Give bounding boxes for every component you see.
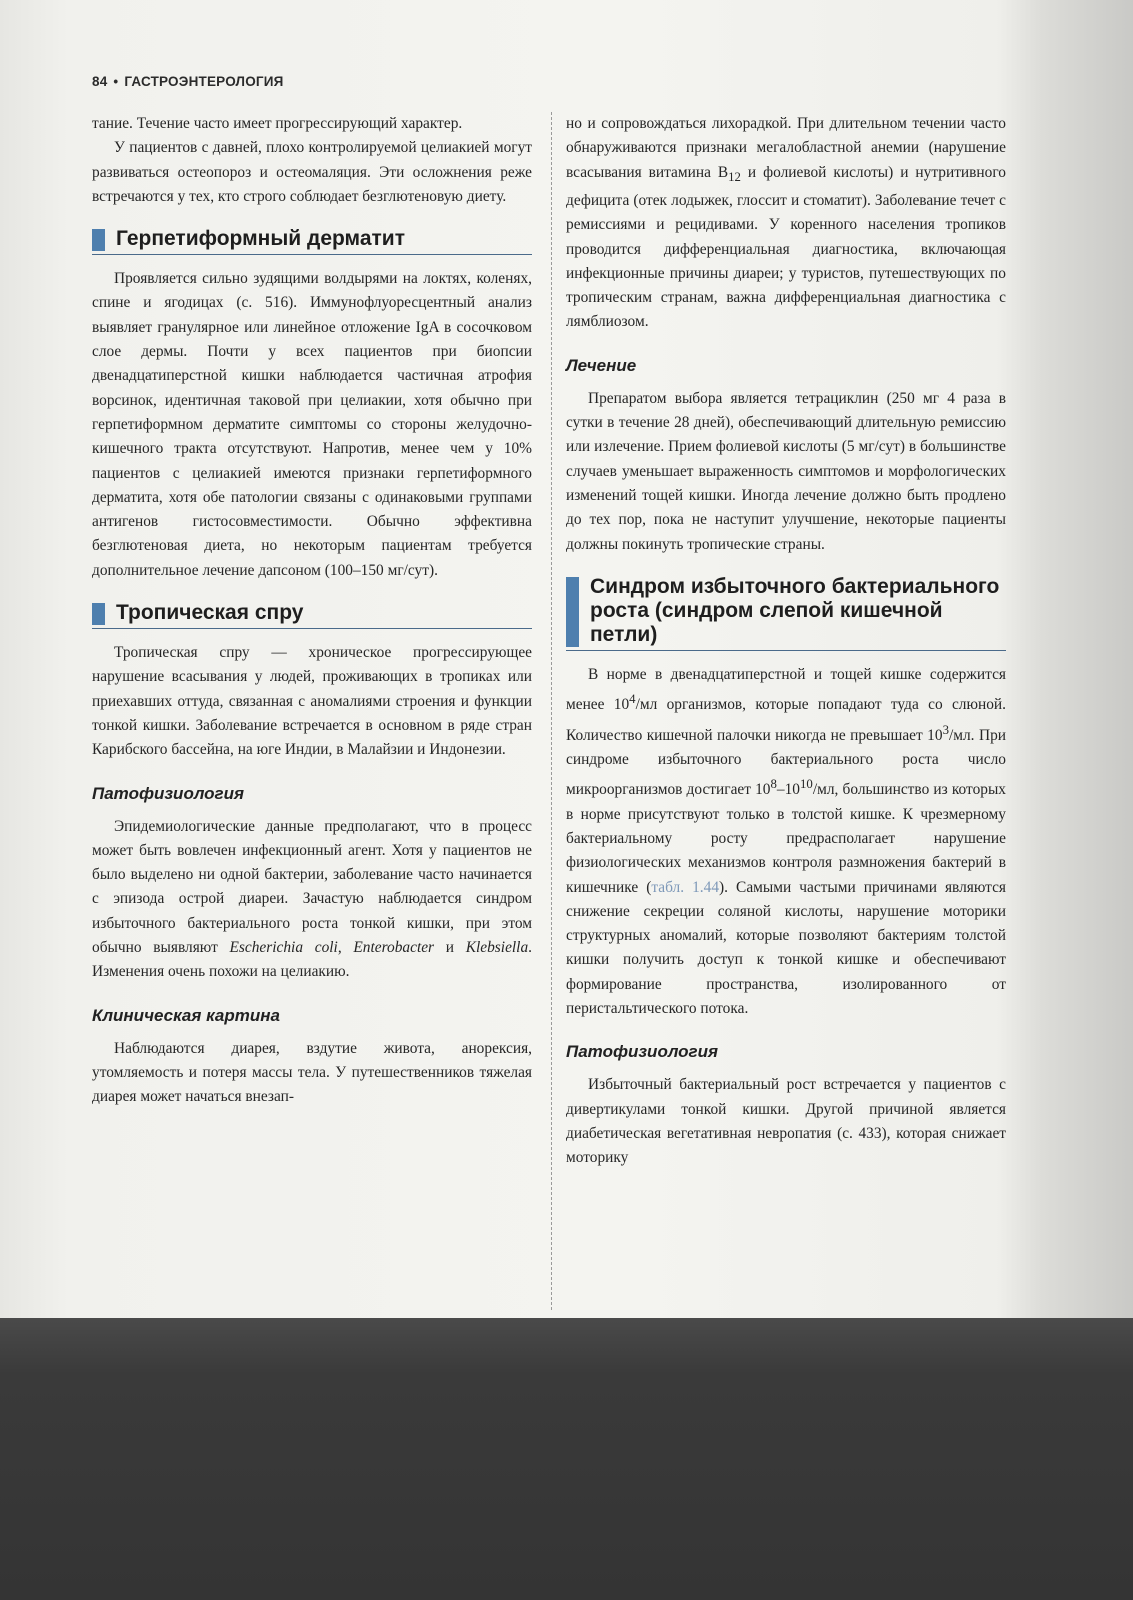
table-reference-link[interactable]: табл. 1.44 bbox=[651, 878, 720, 896]
right-column bbox=[566, 112, 1006, 1171]
text-run: –10 bbox=[776, 781, 800, 799]
text-run: но и сопровождаться лихорадкой. При длительном течении часто обнаруживаются признаки мегалобластной анемии (нарушение всасывания витамина B bbox=[566, 115, 1006, 181]
text-run: и bbox=[434, 939, 466, 957]
heading-text: Герпетиформный дерматит bbox=[116, 227, 405, 251]
organism-name: Klebsiella bbox=[465, 939, 529, 957]
text-run: /мл организмов, которые попадают туда со слюной. Количество кишечной палочки никогда не превышает 10 bbox=[566, 696, 1006, 744]
text-run: . Изменения очень похожи на целиакию. bbox=[92, 939, 533, 981]
paragraph: тание. Течение часто имеет прогрессирующий характер. bbox=[92, 115, 463, 132]
text-run: Эпидемиологические данные предполагают, что в процесс может быть вовлечен инфекционный агент. Хотя у пациентов не было выделено ни одной бактерии, заболевание часто начинается с эпизода острой диареи. Зачастую наблюдается синдром избыточного бактериального роста тонкой кишки, при этом обычно выявляют bbox=[92, 817, 532, 957]
text-run: ). Самыми частыми причинами являются снижение секреции соляной кислоты, нарушение моторики структурных аномалий, которые позволяют бактериям толстой кишки получить доступ к тонкой кишке и обеспечивают формирование пространства, изолированного от перистальтического потока. bbox=[566, 878, 1006, 1018]
page-number: 84 bbox=[92, 74, 108, 89]
subheading-pathophysiology: Патофизиология bbox=[92, 783, 245, 803]
subheading-treatment: Лечение bbox=[566, 355, 637, 375]
chapter-title: ГАСТРОЭНТЕРОЛОГИЯ bbox=[124, 74, 284, 89]
heading-text: Синдром избыточного бактериального роста (синдром слепой кишечной петли) bbox=[590, 574, 1000, 646]
organism-name: Enterobacter bbox=[353, 939, 435, 957]
paragraph: Препаратом выбора является тетрациклин (250 мг 4 раза в сутки в течение 28 дней), обеспечивающий длительную ремиссию или излечение. Прием фолиевой кислоты (5 мг/сут) в большинстве случаев уменьшает выраженность симптомов и морфологических изменений тощей кишки. Иногда лечение должно быть продлено до тех пор, пока не наступит улучшение, некоторые пациенты должны покинуть тропические страны. bbox=[566, 389, 1006, 553]
section-heading-sibo bbox=[566, 575, 1006, 651]
text-run: , bbox=[337, 939, 354, 957]
superscript: 10 bbox=[800, 777, 813, 792]
column-divider bbox=[551, 112, 552, 1310]
text-run: В норме в двенадцатиперстной и тощей кишке содержится менее 10 bbox=[566, 665, 1006, 714]
header-separator: • bbox=[113, 74, 119, 89]
paragraph bbox=[566, 112, 1006, 335]
running-header bbox=[92, 74, 284, 89]
heading-marker bbox=[92, 603, 105, 625]
paragraph bbox=[92, 815, 532, 985]
paragraph: Тропическая спру — хроническое прогрессирующее нарушение всасывания у людей, проживающих в тропиках или приехавших оттуда, связанная с аномалиями строения и функции тонкой кишки. Заболевание встречается в основном в ряде стран Карибского бассейна, на юге Индии, в Малайзии и Индонезии. bbox=[92, 644, 532, 759]
subheading-pathophysiology-2: Патофизиология bbox=[566, 1042, 719, 1062]
paragraph: Проявляется сильно зудящими волдырями на локтях, коленях, спине и ягодицах (с. 516). Иммунофлуоресцентный анализ выявляет гранулярное или линейное отложение IgA в сосочковом слое дермы. Почти у всех пациентов при биопсии двенадцатиперстной кишки наблюдается частичная атрофия ворсинок, идентичная таковой при целиакии, хотя обычно при герпетиформном дерматите симптомы со стороны желудочно-кишечного тракта отсутствуют. Напротив, менее чем у 10% пациентов с целиакией имеются признаки герпетиформного дерматита, хотя обе патологии связаны с одинаковыми группами антигенов гистосовместимости. Обычно эффективна безглютеновая диета, но некоторым пациентам требуется дополнительное лечение дапсоном (100–150 мг/сут). bbox=[92, 270, 532, 579]
superscript: 4 bbox=[629, 692, 636, 707]
section-heading-tropical-sprue bbox=[92, 601, 532, 629]
paragraph bbox=[566, 663, 1006, 1022]
heading-marker bbox=[566, 577, 579, 647]
paragraph: Избыточный бактериальный рост встречается у пациентов с дивертикулами тонкой кишки. Другой причиной является диабетическая вегетативная невропатия (с. 433), которая снижает моторику bbox=[566, 1076, 1006, 1167]
organism-name: Escherichia coli bbox=[229, 939, 338, 957]
text-run: и фолиевой кислоты) и нутритивного дефицита (отек лодыжек, глоссит и стоматит). Заболевание течет с ремиссиями и рецидивами. У коренного населения тропиков проводится дифференциальная диагностика, включающая инфекционные причины диареи; у туристов, путешествующих по тропическим странам, важна дифференциальная диагностика с лямблиозом. bbox=[566, 163, 1006, 331]
left-column bbox=[92, 112, 532, 1110]
scanner-bed-shadow bbox=[0, 1318, 1133, 1600]
heading-marker bbox=[92, 229, 105, 251]
paragraph: У пациентов с давней, плохо контролируемой целиакией могут развиваться остеопороз и остеомаляция. Эти осложнения реже встречаются у тех, кто строго соблюдает безглютеновую диету. bbox=[92, 139, 532, 205]
section-heading-dermatitis bbox=[92, 227, 532, 255]
superscript: 3 bbox=[942, 722, 949, 737]
subheading-clinical-picture: Клиническая картина bbox=[92, 1005, 280, 1025]
text-run: /мл, большинство из которых в норме присутствуют только в толстой кишке. К чрезмерному бактериальному росту предрасполагает нарушение физиологических механизмов контроля размножения бактерий в кишечнике ( bbox=[566, 781, 1006, 896]
paragraph: Наблюдаются диарея, вздутие живота, анорексия, утомляемость и потеря массы тела. У путешественников тяжелая диарея может начаться внезап- bbox=[92, 1039, 532, 1106]
heading-text: Тропическая спру bbox=[116, 601, 304, 625]
text-run: /мл. При синдроме избыточного бактериального роста число микроорганизмов достигает 10 bbox=[566, 726, 1007, 799]
subscript: 12 bbox=[728, 169, 741, 184]
superscript: 8 bbox=[770, 777, 777, 792]
